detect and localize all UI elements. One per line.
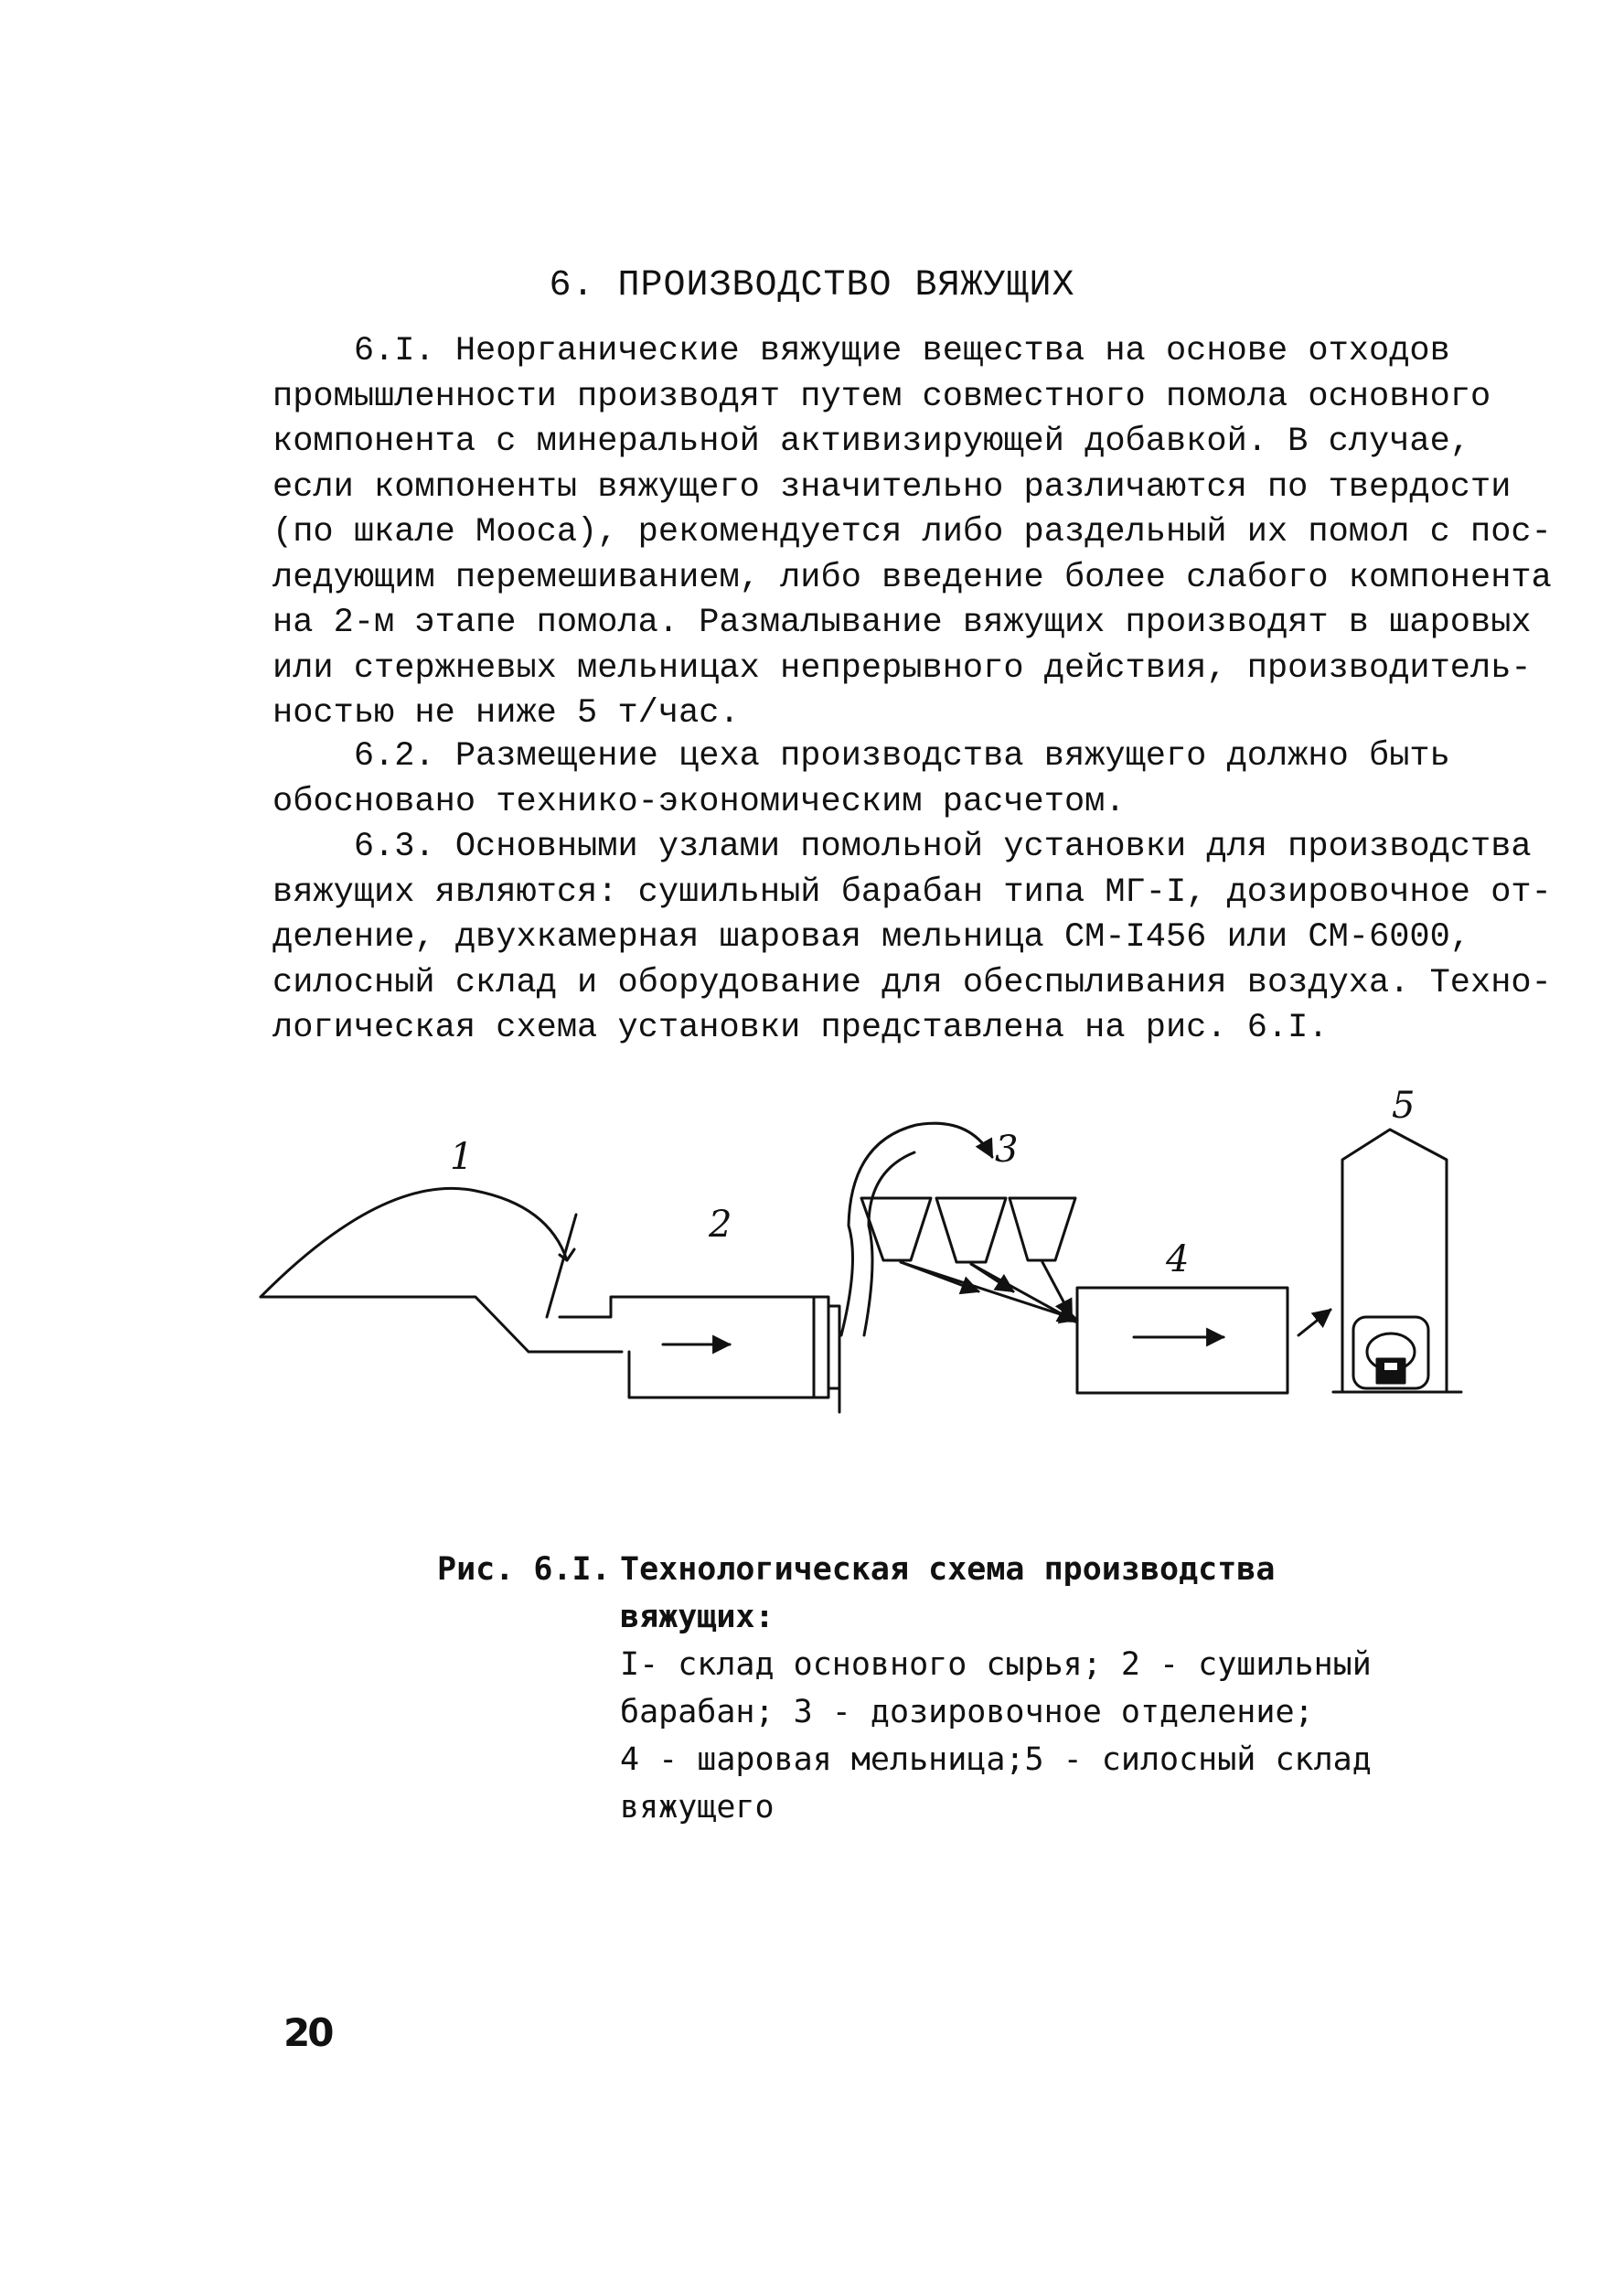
text-line: обосновано технико-экономическим расчетом. — [272, 782, 1126, 821]
text-line: деление, двухкамерная шаровая мельница СМ-I456 или СМ-6000, — [272, 918, 1471, 957]
text-line: 6.I. Неорганические вяжущие вещества на основе отходов — [272, 332, 1450, 370]
paragraph-6-3 — [272, 825, 1552, 1052]
label-3: 3 — [995, 1129, 1019, 1171]
drying-drum-shape — [560, 1297, 839, 1412]
text-line: ледующим перемешиванием, либо введение более слабого компонента — [272, 558, 1552, 597]
process-flow-diagram — [247, 1079, 1481, 1427]
page-number: 20 — [283, 2010, 332, 2055]
caption-line: барабан; 3 - дозировочное отделение; — [620, 1694, 1314, 1730]
text-line: если компоненты вяжущего значительно различаются по твердости — [272, 467, 1512, 507]
elevator-shape — [841, 1123, 992, 1335]
caption-line: Технологическая схема производства — [620, 1551, 1276, 1588]
section-heading: 6. ПРОИЗВОДСТВО ВЯЖУЩИХ — [549, 265, 1075, 306]
caption-line: вяжущего — [620, 1789, 775, 1826]
text-line: промышленности производят путем совместного помола основного — [272, 377, 1491, 416]
caption-line: I- склад основного сырья; 2 - сушильный — [620, 1646, 1372, 1683]
silo-storage-shape — [1333, 1130, 1461, 1392]
label-1: 1 — [450, 1136, 474, 1178]
text-line: 6.2. Размещение цеха производства вяжущего должно быть — [272, 737, 1450, 776]
text-line: логическая схема установки представлена на рис. 6.I. — [272, 1009, 1329, 1047]
text-line: компонента с минеральной активизирующей добавкой. В случае, — [272, 423, 1471, 461]
caption-number: Рис. 6.I. — [437, 1551, 611, 1588]
text-line: 6.3. Основными узлами помольной установки для производства — [272, 828, 1532, 866]
ball-mill-shape — [1077, 1288, 1330, 1393]
text-line: силосный склад и оборудование для обеспыливания воздуха. Техно- — [272, 963, 1552, 1002]
paragraph-6-2 — [272, 734, 1461, 825]
raw-material-storage-shape — [261, 1188, 622, 1352]
label-5: 5 — [1392, 1085, 1416, 1127]
text-line: на 2-м этапе помола. Размалывание вяжущих производят в шаровых — [272, 604, 1532, 642]
text-line: или стержневых мельницах непрерывного действия, производитель- — [272, 648, 1532, 688]
paragraph-6-1 — [272, 329, 1552, 737]
caption-line: вяжущих: — [620, 1599, 775, 1635]
caption-line: 4 - шаровая мельница;5 - силосный склад — [620, 1741, 1372, 1778]
text-line: (по шкале Мооса), рекомендуется либо раздельный их помол с пос- — [272, 513, 1552, 552]
label-2: 2 — [709, 1204, 732, 1246]
dosing-hoppers-shape — [861, 1198, 1077, 1322]
label-4: 4 — [1166, 1238, 1190, 1280]
text-line: ностью не ниже 5 т/час. — [272, 694, 740, 733]
text-line: вяжущих являются: сушильный барабан типа МГ-I, дозировочное от- — [272, 873, 1552, 912]
caption-body — [620, 1546, 1443, 1831]
